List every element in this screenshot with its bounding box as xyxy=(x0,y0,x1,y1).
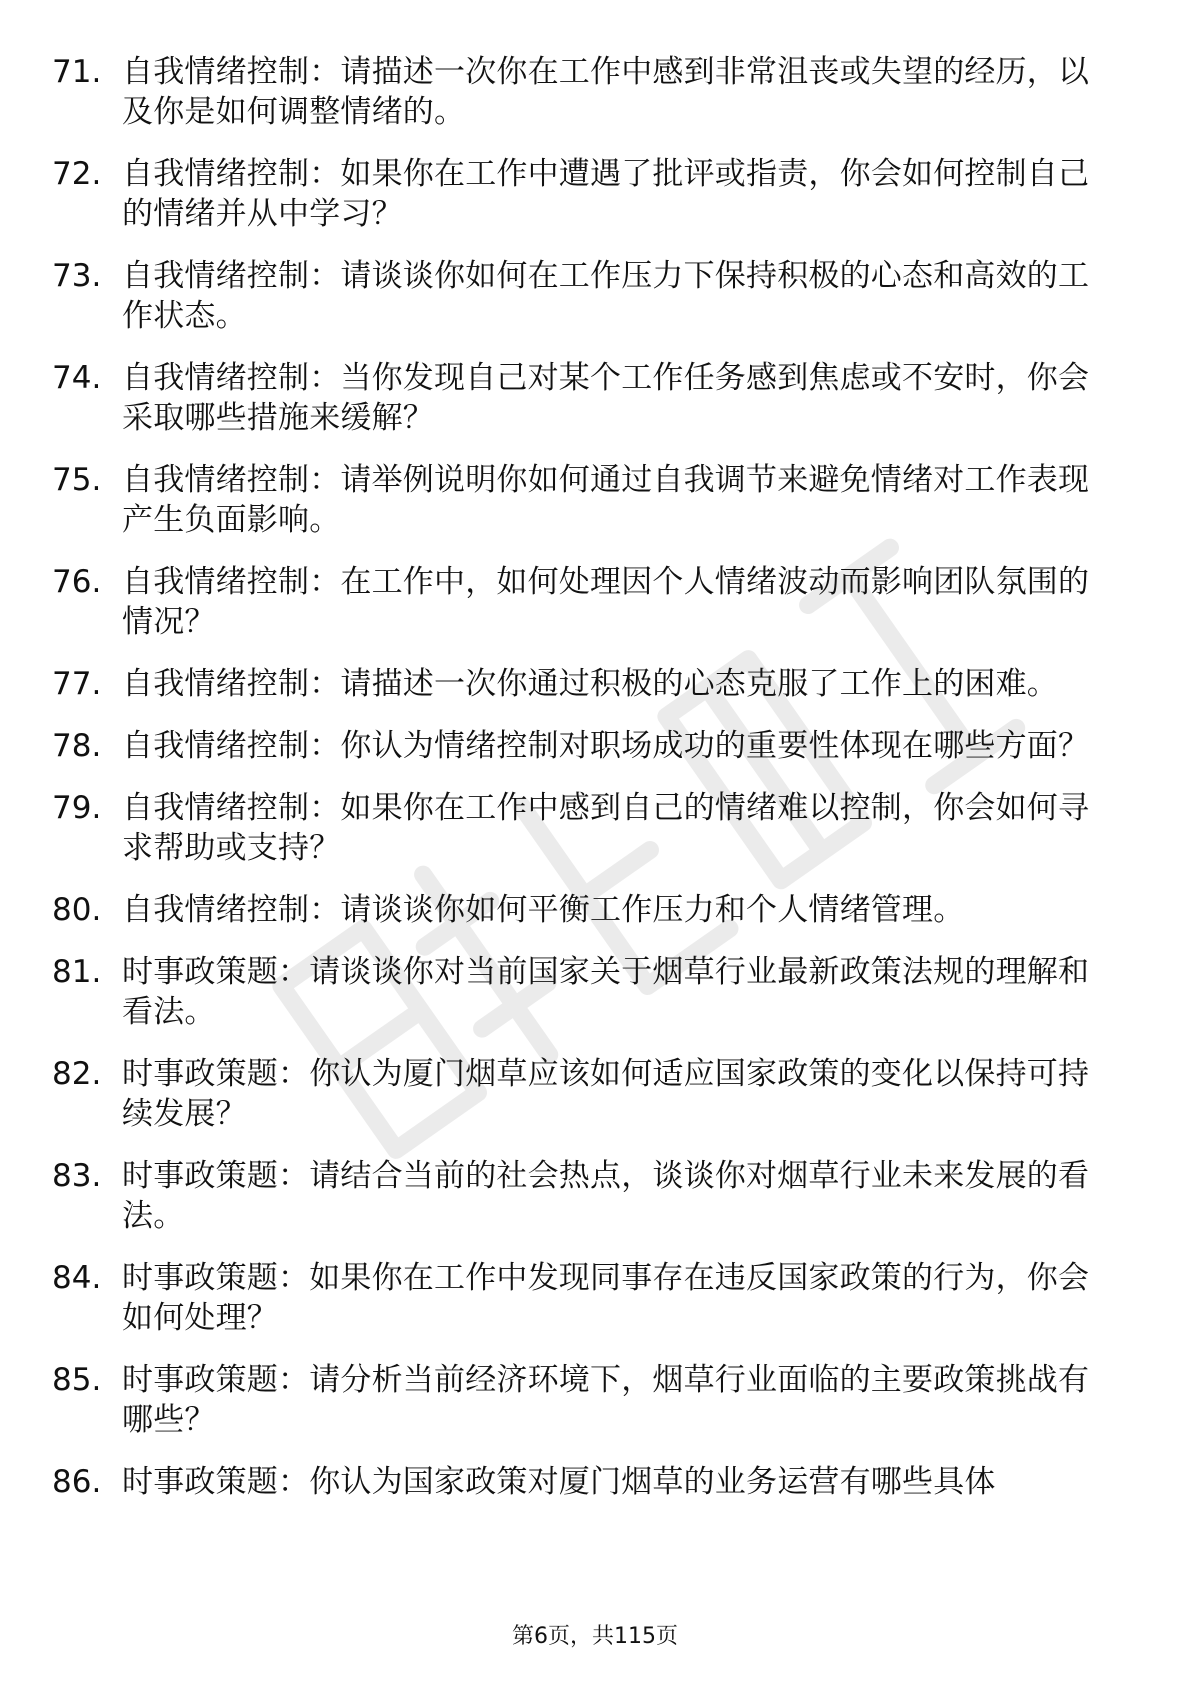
question-text: 自我情绪控制：如果你在工作中遭遇了批评或指责，你会如何控制自己的情绪并从中学习？ xyxy=(122,156,1090,232)
question-number: 84. xyxy=(52,1260,102,1296)
list-item xyxy=(52,154,1112,234)
page-number-label: 第6页，共115页 xyxy=(512,1624,678,1649)
list-item xyxy=(52,726,1112,766)
list-item xyxy=(52,952,1112,1032)
question-number: 83. xyxy=(52,1158,102,1194)
question-text: 自我情绪控制：请谈谈你如何在工作压力下保持积极的心态和高效的工作状态。 xyxy=(122,258,1090,334)
question-text: 自我情绪控制：请举例说明你如何通过自我调节来避免情绪对工作表现产生负面影响。 xyxy=(122,462,1090,538)
question-text: 时事政策题：你认为国家政策对厦门烟草的业务运营有哪些具体 xyxy=(122,1464,996,1500)
question-number: 81. xyxy=(52,954,102,990)
list-item xyxy=(52,788,1112,868)
question-number: 71. xyxy=(52,54,102,90)
question-list xyxy=(52,52,1112,1524)
list-item xyxy=(52,1156,1112,1236)
question-text: 自我情绪控制：你认为情绪控制对职场成功的重要性体现在哪些方面？ xyxy=(122,728,1090,764)
question-number: 82. xyxy=(52,1056,102,1092)
question-text: 自我情绪控制：请描述一次你通过积极的心态克服了工作上的困难。 xyxy=(122,666,1058,702)
list-item xyxy=(52,52,1112,132)
question-number: 75. xyxy=(52,462,102,498)
question-text: 自我情绪控制：如果你在工作中感到自己的情绪难以控制，你会如何寻求帮助或支持？ xyxy=(122,790,1090,866)
list-item xyxy=(52,1462,1112,1502)
question-text: 自我情绪控制：请谈谈你如何平衡工作压力和个人情绪管理。 xyxy=(122,892,965,928)
list-item xyxy=(52,1360,1112,1440)
page-footer xyxy=(0,1622,1190,1652)
list-item xyxy=(52,358,1112,438)
question-text: 时事政策题：你认为厦门烟草应该如何适应国家政策的变化以保持可持续发展？ xyxy=(122,1056,1090,1132)
question-number: 78. xyxy=(52,728,102,764)
list-item xyxy=(52,1258,1112,1338)
question-number: 73. xyxy=(52,258,102,294)
question-number: 80. xyxy=(52,892,102,928)
list-item xyxy=(52,1054,1112,1134)
question-text: 自我情绪控制：在工作中，如何处理因个人情绪波动而影响团队氛围的情况？ xyxy=(122,564,1090,640)
question-text: 时事政策题：请分析当前经济环境下，烟草行业面临的主要政策挑战有哪些？ xyxy=(122,1362,1090,1438)
list-item xyxy=(52,562,1112,642)
question-text: 时事政策题：请结合当前的社会热点，谈谈你对烟草行业未来发展的看法。 xyxy=(122,1158,1090,1234)
list-item xyxy=(52,256,1112,336)
list-item xyxy=(52,664,1112,704)
question-text: 时事政策题：请谈谈你对当前国家关于烟草行业最新政策法规的理解和看法。 xyxy=(122,954,1090,1030)
question-number: 72. xyxy=(52,156,102,192)
question-number: 79. xyxy=(52,790,102,826)
question-number: 85. xyxy=(52,1362,102,1398)
question-number: 76. xyxy=(52,564,102,600)
question-number: 86. xyxy=(52,1464,102,1500)
question-text: 自我情绪控制：请描述一次你在工作中感到非常沮丧或失望的经历，以及你是如何调整情绪的。 xyxy=(122,54,1090,130)
list-item xyxy=(52,890,1112,930)
question-text: 自我情绪控制：当你发现自己对某个工作任务感到焦虑或不安时，你会采取哪些措施来缓解？ xyxy=(122,360,1090,436)
question-text: 时事政策题：如果你在工作中发现同事存在违反国家政策的行为，你会如何处理？ xyxy=(122,1260,1090,1336)
question-number: 77. xyxy=(52,666,102,702)
list-item xyxy=(52,460,1112,540)
question-number: 74. xyxy=(52,360,102,396)
